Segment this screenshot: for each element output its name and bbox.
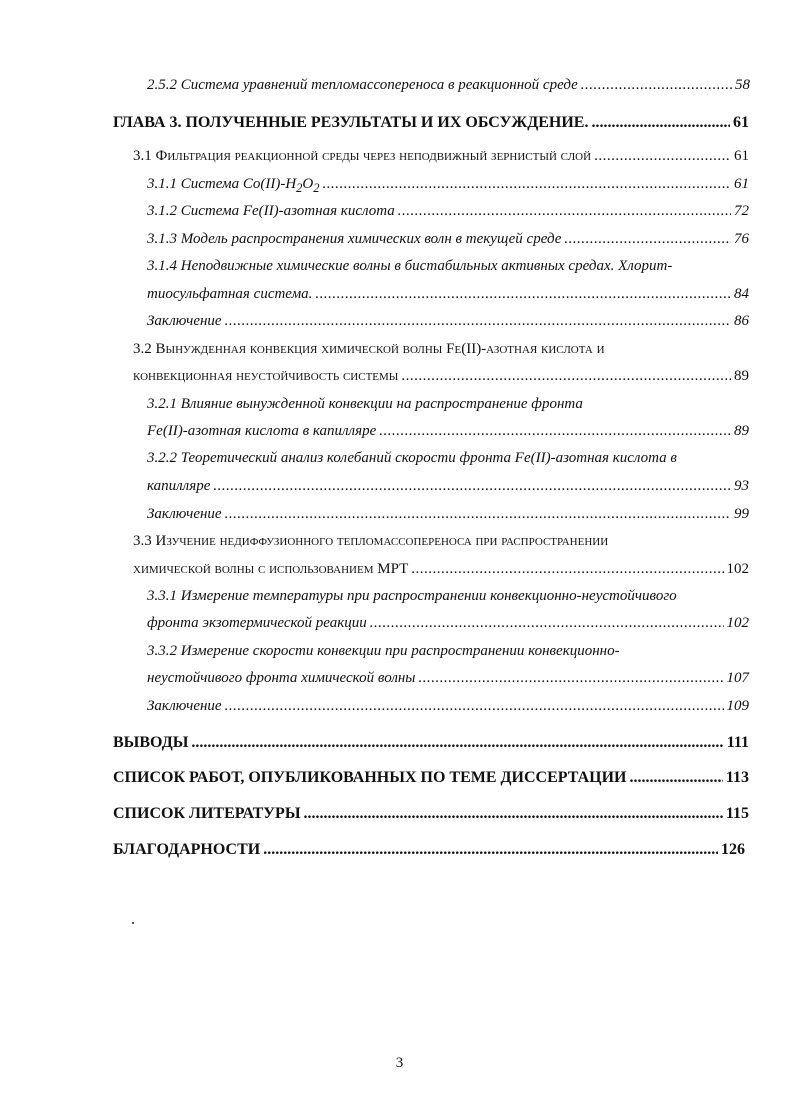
toc-acknowledgements: [113, 841, 745, 859]
toc-entry-3-3-1: [147, 615, 749, 632]
toc-entry-page: 126: [721, 841, 745, 858]
toc-entry-title: конвекционная неустойчивость системы: [133, 368, 399, 384]
toc-entry-conclusion-3-1: [147, 313, 749, 330]
toc-entry-page: 72: [734, 203, 749, 219]
dot-leader: [401, 368, 731, 385]
stray-dot: [132, 922, 134, 924]
toc-entry-page: 61: [734, 148, 749, 164]
toc-entry-page: 102: [726, 615, 749, 631]
dot-leader: [263, 841, 718, 859]
dot-leader: [411, 561, 723, 578]
toc-chapter-3: [113, 114, 749, 132]
toc-section-3-3-line1: 3.3 Изучение недиффузионного тепломассопереноса при распространении: [133, 533, 609, 549]
toc-entry-conclusion-3-2: [147, 506, 749, 523]
toc-entry-title: химической волны с использованием МРТ: [133, 561, 409, 577]
toc-entry-page: 84: [734, 286, 749, 302]
toc-entry-page: 89: [734, 423, 749, 439]
toc-references: [113, 805, 749, 823]
toc-entry-3-2-1: [147, 423, 749, 440]
toc-conclusions: [113, 734, 749, 752]
toc-entry-title: тиосульфатная система.: [147, 286, 313, 302]
toc-entry-3-2-2: [147, 478, 749, 495]
dot-leader: [191, 734, 723, 752]
dot-leader: [225, 698, 724, 715]
dot-leader: [323, 176, 731, 193]
toc-section-3-3: [133, 561, 749, 578]
toc-entry-page: 113: [725, 769, 749, 786]
dot-leader: [213, 478, 731, 495]
toc-entry-page: 76: [734, 231, 749, 247]
formula-prefix: 3.1.1 Система Co(II)-H: [147, 176, 297, 192]
page-number: 3: [395, 1055, 404, 1071]
toc-publications: [113, 769, 749, 787]
toc-entry-page: 61: [733, 114, 749, 131]
toc-entry-title: 3.1.2 Система Fe(II)-азотная кислота: [147, 203, 395, 219]
toc-entry-title: 3.1.3 Модель распространения химических волн в текущей среде: [147, 231, 562, 247]
toc-entry-3-2-2-line1: 3.2.2 Теоретический анализ колебаний скорости фронта Fe(II)-азотная кислота в: [147, 450, 677, 466]
toc-entry-page: 99: [734, 506, 749, 522]
toc-entry-page: 115: [725, 805, 749, 822]
dot-leader: [379, 423, 731, 440]
toc-entry-page: 111: [726, 734, 749, 751]
dot-leader: [630, 769, 723, 787]
dot-leader: [591, 114, 730, 132]
toc-entry-title: Заключение: [147, 698, 222, 714]
toc-entry-page: 102: [726, 561, 749, 577]
toc-entry-page: 109: [726, 698, 749, 714]
toc-section-3-2: [133, 368, 749, 385]
toc-entry-title: ГЛАВА 3. ПОЛУЧЕННЫЕ РЕЗУЛЬТАТЫ И ИХ ОБСУЖДЕНИЕ.: [113, 114, 589, 131]
toc-entry-page: 58: [735, 77, 750, 93]
subscript: 2: [296, 181, 303, 195]
toc-entry-page: 107: [726, 670, 749, 686]
toc-entry-title: БЛАГОДАРНОСТИ: [113, 841, 261, 858]
toc-entry-title: Fe(II)-азотная кислота в капилляре: [147, 423, 377, 439]
toc-entry-3-1-4: [147, 286, 749, 303]
toc-entry-page: 86: [734, 313, 749, 329]
toc-entry-title: неустойчивого фронта химической волны: [147, 670, 416, 686]
dot-leader: [225, 506, 731, 523]
toc-entry-3-3-1-line1: 3.3.1 Измерение температуры при распространении конвекционно-неустойчивого: [147, 588, 677, 604]
toc-entry-3-3-2-line1: 3.3.2 Измерение скорости конвекции при распространении конвекционно-: [147, 643, 620, 659]
toc-entry-title: 2.5.2 Система уравнений тепломассопереноса в реакционной среде: [147, 77, 578, 93]
dot-leader: [315, 286, 731, 303]
dot-leader: [398, 203, 731, 220]
toc-section-3-1: [133, 148, 749, 165]
toc-entry-title: фронта экзотермической реакции: [147, 615, 367, 631]
toc-entry-title: ВЫВОДЫ: [113, 734, 189, 751]
toc-entry-title: Заключение: [147, 506, 222, 522]
dot-leader: [304, 805, 723, 823]
toc-entry-title: СПИСОК ЛИТЕРАТУРЫ: [113, 805, 301, 822]
toc-entry-3-1-3: [147, 231, 749, 248]
toc-entry-3-2-1-line1: 3.2.1 Влияние вынужденной конвекции на распространение фронта: [147, 396, 583, 412]
toc-entry-3-1-2: [147, 203, 749, 220]
dot-leader: [594, 148, 731, 165]
toc-entry-3-1-1: [147, 176, 749, 196]
toc-entry-3-3-2: [147, 670, 749, 687]
toc-entry-3-1-4-line1: 3.1.4 Неподвижные химические волны в бистабильных активных средах. Хлорит-: [147, 258, 673, 274]
dot-leader: [225, 313, 731, 330]
toc-entry-2-5-2: [147, 77, 750, 94]
formula-oxygen: O: [302, 176, 314, 192]
toc-entry-page: 61: [734, 176, 749, 192]
toc-entry-title: [147, 176, 320, 196]
dot-leader: [370, 615, 724, 632]
toc-entry-title: 3.1 Фильтрация реакционной среды через неподвижный зернистый слой: [133, 148, 592, 164]
dot-leader: [581, 77, 732, 94]
toc-entry-title: капилляре: [147, 478, 211, 494]
toc-entry-page: 93: [734, 478, 749, 494]
toc-entry-title: СПИСОК РАБОТ, ОПУБЛИКОВАННЫХ ПО ТЕМЕ ДИССЕРТАЦИИ: [113, 769, 627, 786]
toc-entry-title: Заключение: [147, 313, 222, 329]
toc-entry-page: 89: [734, 368, 749, 384]
toc-section-3-2-line1: 3.2 Вынужденная конвекция химической волны Fe(II)-азотная кислота и: [133, 341, 605, 357]
toc-entry-conclusion-3-3: [147, 698, 749, 715]
subscript: 2: [313, 181, 320, 195]
dot-leader: [564, 231, 731, 248]
dot-leader: [418, 670, 723, 687]
